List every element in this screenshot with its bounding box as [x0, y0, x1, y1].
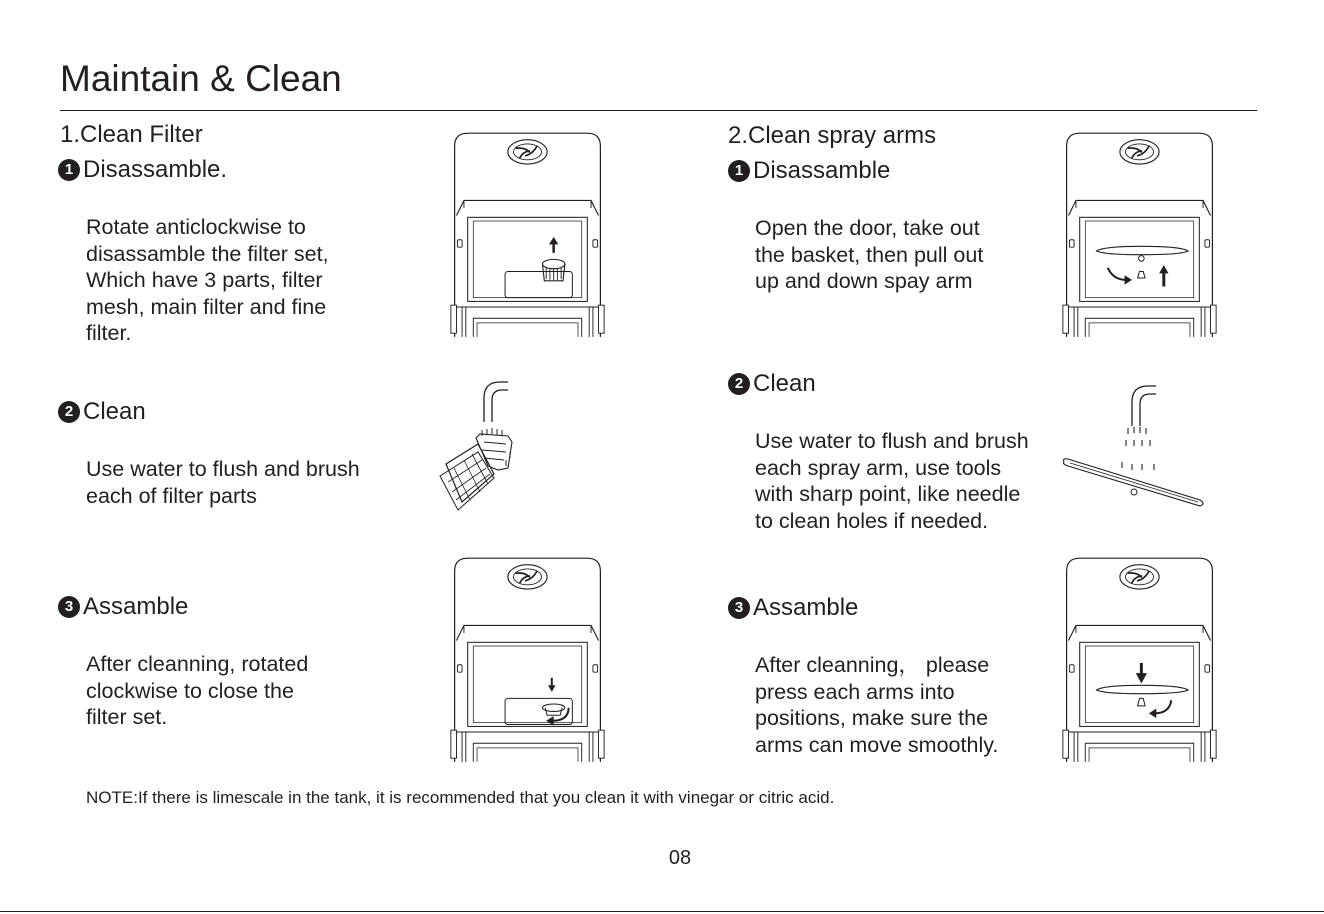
step-title: Disassamble. — [83, 156, 228, 183]
dishwasher-spray-arm-install-illustration — [1061, 551, 1218, 771]
step-number-badge: 3 — [58, 596, 80, 618]
dishwasher-filter-removal-illustration — [449, 126, 606, 346]
step-heading — [58, 155, 227, 185]
step-heading — [728, 156, 890, 186]
step-heading — [728, 593, 858, 623]
step-title: Disassamble — [753, 157, 891, 184]
limescale-note: NOTE:If there is limescale in the tank, it is recommended that you clean it with vinegar or citric acid. — [86, 788, 835, 807]
step-heading — [58, 397, 146, 427]
spray-arm-rinse-illustration — [1060, 384, 1208, 514]
step-number-badge: 3 — [728, 597, 750, 619]
step-description: After cleanning， please press each arms into positions, make sure the arms can move smoothly. — [755, 653, 999, 757]
step-number-badge: 1 — [728, 160, 750, 182]
dishwasher-filter-install-illustration — [449, 551, 606, 771]
bottom-divider — [0, 911, 1324, 912]
page-number: 08 — [668, 847, 692, 869]
step-description: After cleanning, rotated clockwise to close the filter set. — [86, 652, 309, 729]
step-description: Rotate anticlockwise to disassamble the filter set, Which have 3 parts, filter mesh, main filter and fine filter. — [86, 215, 329, 345]
page-title: Maintain & Clean — [60, 58, 342, 99]
step-description: Use water to flush and brush each spray arm, use tools with sharp point, like needle to clean holes if needed. — [755, 429, 1029, 533]
step-heading — [58, 592, 188, 622]
dishwasher-spray-arm-removal-illustration — [1061, 126, 1218, 346]
section-heading-clean-filter: 1.Clean Filter — [60, 121, 203, 148]
section-heading-clean-spray-arms: 2.Clean spray arms — [728, 122, 937, 149]
step-title: Clean — [753, 370, 816, 397]
filter-parts-rinse-illustration — [436, 378, 528, 520]
step-description: Use water to flush and brush each of filter parts — [86, 457, 360, 508]
step-number-badge: 2 — [58, 401, 80, 423]
step-title: Assamble — [753, 594, 859, 621]
step-number-badge: 2 — [728, 373, 750, 395]
step-title: Clean — [83, 398, 146, 425]
title-divider — [60, 110, 1257, 111]
step-heading — [728, 369, 816, 399]
step-number-badge: 1 — [58, 159, 80, 181]
step-description: Open the door, take out the basket, then pull out up and down spay arm — [755, 216, 984, 293]
step-title: Assamble — [83, 593, 189, 620]
